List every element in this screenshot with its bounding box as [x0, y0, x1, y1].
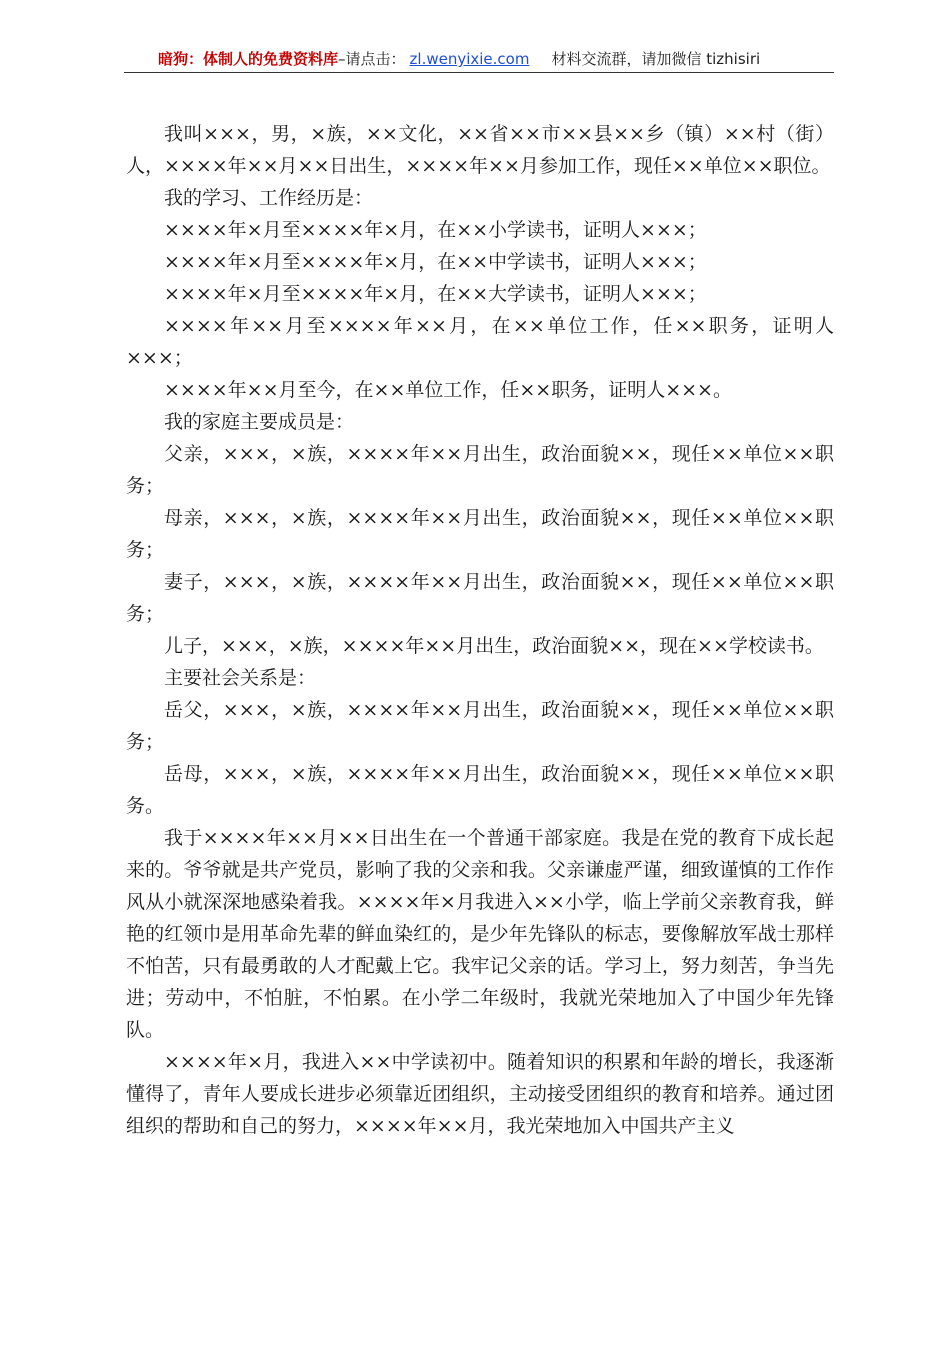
document-body: [126, 118, 834, 1142]
paragraph-social-relation: 岳父，×××，×族，××××年××月出生，政治面貌××，现任××单位××职务；: [126, 699, 834, 753]
paragraph-family-member: 妻子，×××，×族，××××年××月出生，政治面貌××，现任××单位××职务；: [126, 571, 834, 625]
paragraph-experience-item: ××××年××月至今，在××单位工作，任××职务，证明人×××。: [164, 379, 732, 401]
paragraph-experience-item: ××××年××月至××××年××月，在××单位工作，任××职务，证明人×××；: [126, 315, 834, 369]
paragraph-experience-heading: 我的学习、工作经历是：: [164, 187, 374, 209]
paragraph-narrative: ××××年×月，我进入××中学读初中。随着知识的积累和年龄的增长，我逐渐懂得了，青年人要成长进步必须靠近团组织，主动接受团组织的教育和培养。通过团组织的帮助和自己的努力，××××年××月，我光荣地加入中国共产主义: [126, 1051, 834, 1137]
header-group-note: 材料交流群，请加微信 tizhisiri: [551, 50, 761, 68]
header-brand: 暗狗：体制人的免费资料库: [158, 50, 339, 68]
paragraph-family-member: 父亲，×××，×族，××××年××月出生，政治面貌××，现任××单位××职务；: [126, 443, 834, 497]
page-header: [124, 48, 834, 73]
paragraph-social-relation: 岳母，×××，×族，××××年××月出生，政治面貌××，现任××单位××职务。: [126, 763, 834, 817]
header-click-prompt: –请点击：: [338, 50, 406, 68]
paragraph-experience-item: ××××年×月至××××年×月，在××小学读书，证明人×××；: [164, 219, 707, 241]
paragraph-family-heading: 我的家庭主要成员是：: [164, 411, 355, 433]
paragraph-narrative: 我于××××年××月××日出生在一个普通干部家庭。我是在党的教育下成长起来的。爷爷就是共产党员，影响了我的父亲和我。父亲谦虚严谨，细致谨慎的工作作风从小就深深地感染着我。××××年×月我进入××小学，临上学前父亲教育我，鲜艳的红领巾是用革命先辈的鲜血染红的，是少年先锋队的标志，要像解放军战士那样不怕苦，只有最勇敢的人才配戴上它。我牢记父亲的话。学习上，努力刻苦，争当先进；劳动中，不怕脏，不怕累。在小学二年级时，我就光荣地加入了中国少年先锋队。: [126, 827, 834, 1041]
paragraph-social-heading: 主要社会关系是：: [164, 667, 317, 689]
paragraph-experience-item: ××××年×月至××××年×月，在××大学读书，证明人×××；: [164, 283, 707, 305]
paragraph-family-member: 儿子，×××，×族，××××年××月出生，政治面貌××，现在××学校读书。: [164, 635, 824, 657]
paragraph-experience-item: ××××年×月至××××年×月，在××中学读书，证明人×××；: [164, 251, 707, 273]
header-link[interactable]: zl.wenyixie.com: [409, 50, 530, 68]
paragraph-intro: 我叫×××，男，×族，××文化，××省××市××县××乡（镇）××村（街）人，××××年××月××日出生，××××年××月参加工作，现任××单位××职位。: [126, 123, 834, 177]
paragraph-family-member: 母亲，×××，×族，××××年××月出生，政治面貌××，现任××单位××职务；: [126, 507, 834, 561]
